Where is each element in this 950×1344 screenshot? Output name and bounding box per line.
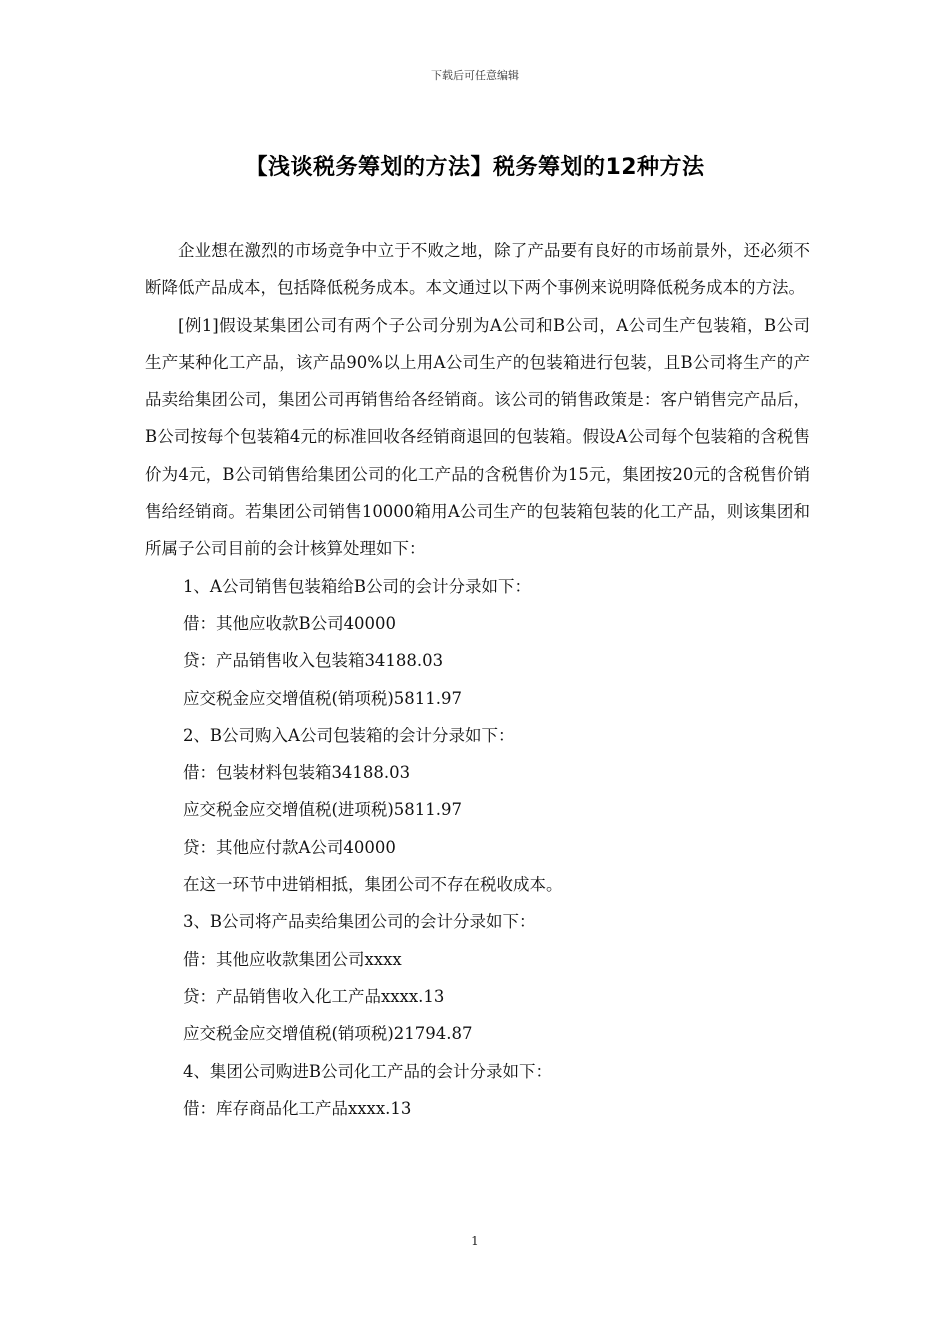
entry-line: 借：其他应收款B公司40000 (182, 613, 397, 633)
entry-line: 应交税金应交增值税(销项税)5811.97 (182, 688, 463, 708)
entry-line: 应交税金应交增值税(进项税)5811.97 (182, 800, 463, 820)
note-line: 在这一环节中进销相抵，集团公司不存在税收成本。 (182, 875, 563, 895)
intro-paragraph: 企业想在激烈的市场竞争中立于不败之地，除了产品要有良好的市场前景外，还必须不断降低产品成本，包括降低税务成本。本文通过以下两个事例来说明降低税务成本的方法。 (145, 241, 810, 298)
header-note: 下载后可任意编辑 (431, 69, 519, 82)
step-2-heading: 2、B公司购入A公司包装箱的会计分录如下： (182, 725, 515, 745)
entry-line: 贷：产品销售收入包装箱34188.03 (182, 651, 444, 671)
document-body (145, 232, 810, 1127)
step-1-heading: 1、A公司销售包装箱给B公司的会计分录如下： (182, 576, 531, 596)
entry-line: 贷：产品销售收入化工产品xxxx.13 (182, 986, 445, 1006)
entry-line: 借：库存商品化工产品xxxx.13 (182, 1098, 412, 1118)
page-number: 1 (471, 1234, 479, 1248)
example-paragraph: [例1]假设某集团公司有两个子公司分别为A公司和B公司，A公司生产包装箱，B公司生产某种化工产品，该产品90%以上用A公司生产的包装箱进行包装，且B公司将生产的产品卖给集团公司，集团公司再销售给各经销商。该公司的销售政策是：客户销售完产品后，B公司按每个包装箱4元的标准回收各经销商退回的包装箱。假设A公司每个包装箱的含税售价为4元，B公司销售给集团公司的化工产品的含税售价为15元，集团按20元的含税售价销售给经销商。若集团公司销售10000箱用A公司生产的包装箱包装的化工产品，则该集团和所属子公司目前的会计核算处理如下： (145, 315, 810, 559)
document-title: 【浅谈税务筹划的方法】税务筹划的12种方法 (245, 155, 705, 180)
entry-line: 应交税金应交增值税(销项税)21794.87 (182, 1024, 473, 1044)
entry-line: 借：包装材料包装箱34188.03 (182, 763, 411, 783)
step-3-heading: 3、B公司将产品卖给集团公司的会计分录如下： (182, 912, 536, 932)
entry-line: 贷：其他应付款A公司40000 (182, 837, 396, 857)
step-4-heading: 4、集团公司购进B公司化工产品的会计分录如下： (182, 1061, 553, 1081)
entry-line: 借：其他应收款集团公司xxxx (182, 949, 402, 969)
